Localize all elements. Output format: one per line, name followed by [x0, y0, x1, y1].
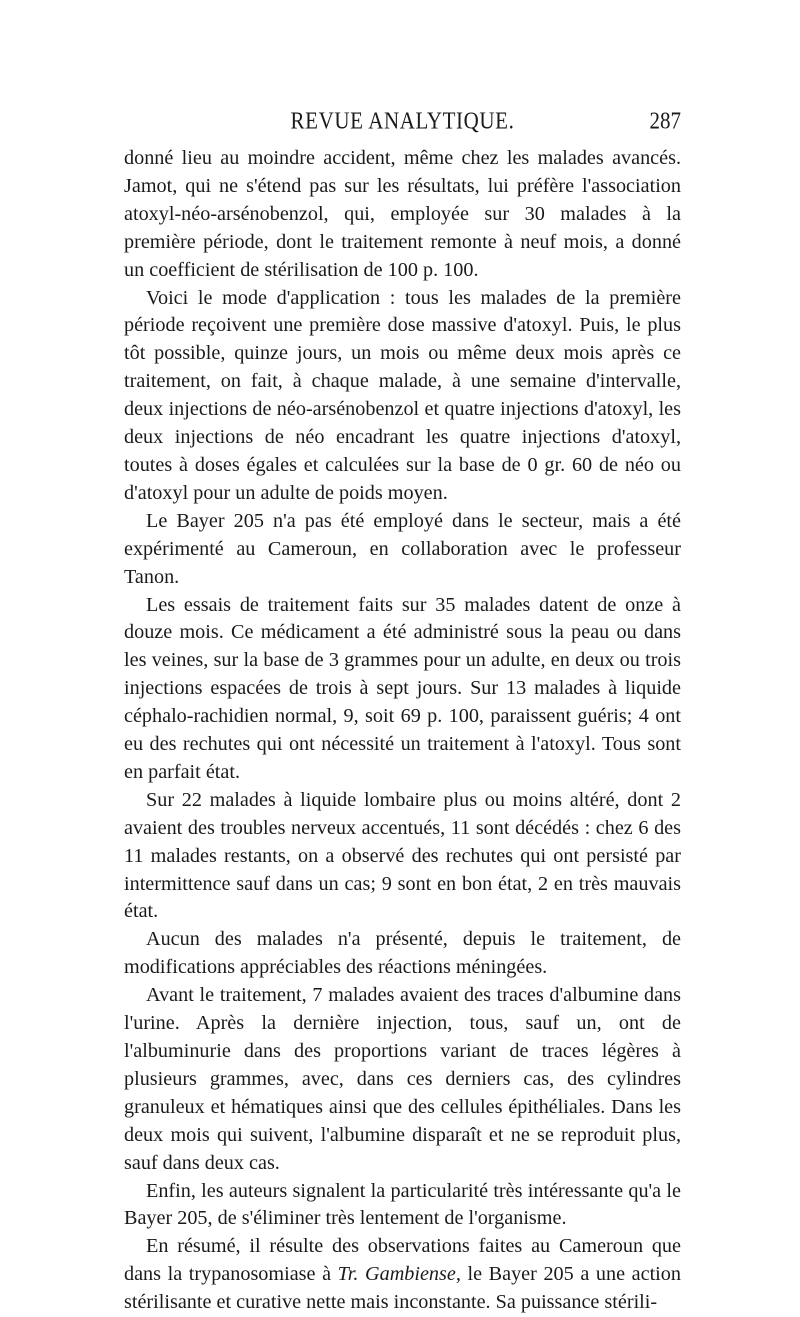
paragraph: Enfin, les auteurs signalent la particularité très intéressante qu'a le Bayer 205, de s'éliminer très lentement de l'organisme. — [124, 1179, 681, 1230]
summary-text-start: En résumé, il résulte des observations faites au Cameroun que dans la trypanosomiase à — [124, 1235, 681, 1286]
paragraph: Voici le mode d'application : tous les malades de la première période reçoivent une première dose massive d'atoxyl. Puis, le plus tôt possible, quinze jours, un mois ou même deux mois après ce traitement, on fait, à chaque malade, à une semaine d'intervalle, deux injections de néo-arsénobenzol et quatre injections d'atoxyl, les deux injections de néo encadrant les quatre injections d'atoxyl, toutes à doses égales et calculées sur la base de 0 gr. 60 de néo ou d'atoxyl pour un adulte de poids moyen. — [124, 286, 681, 504]
paragraph: Les essais de traitement faits sur 35 malades datent de onze à douze mois. Ce médicament a été administré sous la peau ou dans les veines, sur la base de 3 grammes pour un adulte, en deux ou trois injections espacées de trois à sept jours. Sur 13 malades à liquide céphalo-rachidien normal, 9, soit 69 p. 100, paraissent guéris; 4 ont eu des rechutes qui ont nécessité un traitement à l'atoxyl. Tous sont en parfait état. — [124, 593, 681, 783]
running-title: REVUE ANALYTIQUE. — [290, 106, 515, 135]
species-name: Tr. Gambiense, — [337, 1263, 461, 1286]
paragraph: Aucun des malades n'a présenté, depuis le traitement, de modifications appréciables des réactions méningées. — [124, 928, 681, 979]
page-header — [124, 106, 681, 136]
paragraph: Avant le traitement, 7 malades avaient des traces d'albumine dans l'urine. Après la dernière injection, tous, sauf un, ont de l'albuminurie dans des proportions variant de traces légères à plusieurs grammes, avec, dans ces derniers cas, des cylindres granuleux et hématiques ainsi que des cellules épithéliales. Dans les deux mois qui suivent, l'albumine disparaît et ne se reproduit plus, sauf dans deux cas. — [124, 984, 681, 1174]
body-text — [124, 145, 681, 1317]
paragraph: donné lieu au moindre accident, même chez les malades avancés. Jamot, qui ne s'étend pas sur les résultats, lui préfère l'association atoxyl-néo-arsénobenzol, qui, employée sur 30 malades à la première période, dont le traitement remonte à neuf mois, a donné un coefficient de stérilisation de 100 p. 100. — [124, 147, 681, 281]
page-number: 287 — [649, 106, 681, 135]
summary-text-end: le Bayer 205 a une action stérilisante et curative nette mais inconstante. Sa puissance stérili- — [124, 1263, 681, 1314]
paragraph-summary — [124, 1233, 681, 1317]
paragraph: Sur 22 malades à liquide lombaire plus ou moins altéré, dont 2 avaient des troubles nerveux accentués, 11 sont décédés : chez 6 des 11 malades restants, on a observé des rechutes qui ont persisté par intermittence sauf dans un cas; 9 sont en bon état, 2 en très mauvais état. — [124, 788, 681, 923]
paragraph: Le Bayer 205 n'a pas été employé dans le secteur, mais a été expérimenté au Cameroun, en collaboration avec le professeur Tanon. — [124, 509, 681, 588]
